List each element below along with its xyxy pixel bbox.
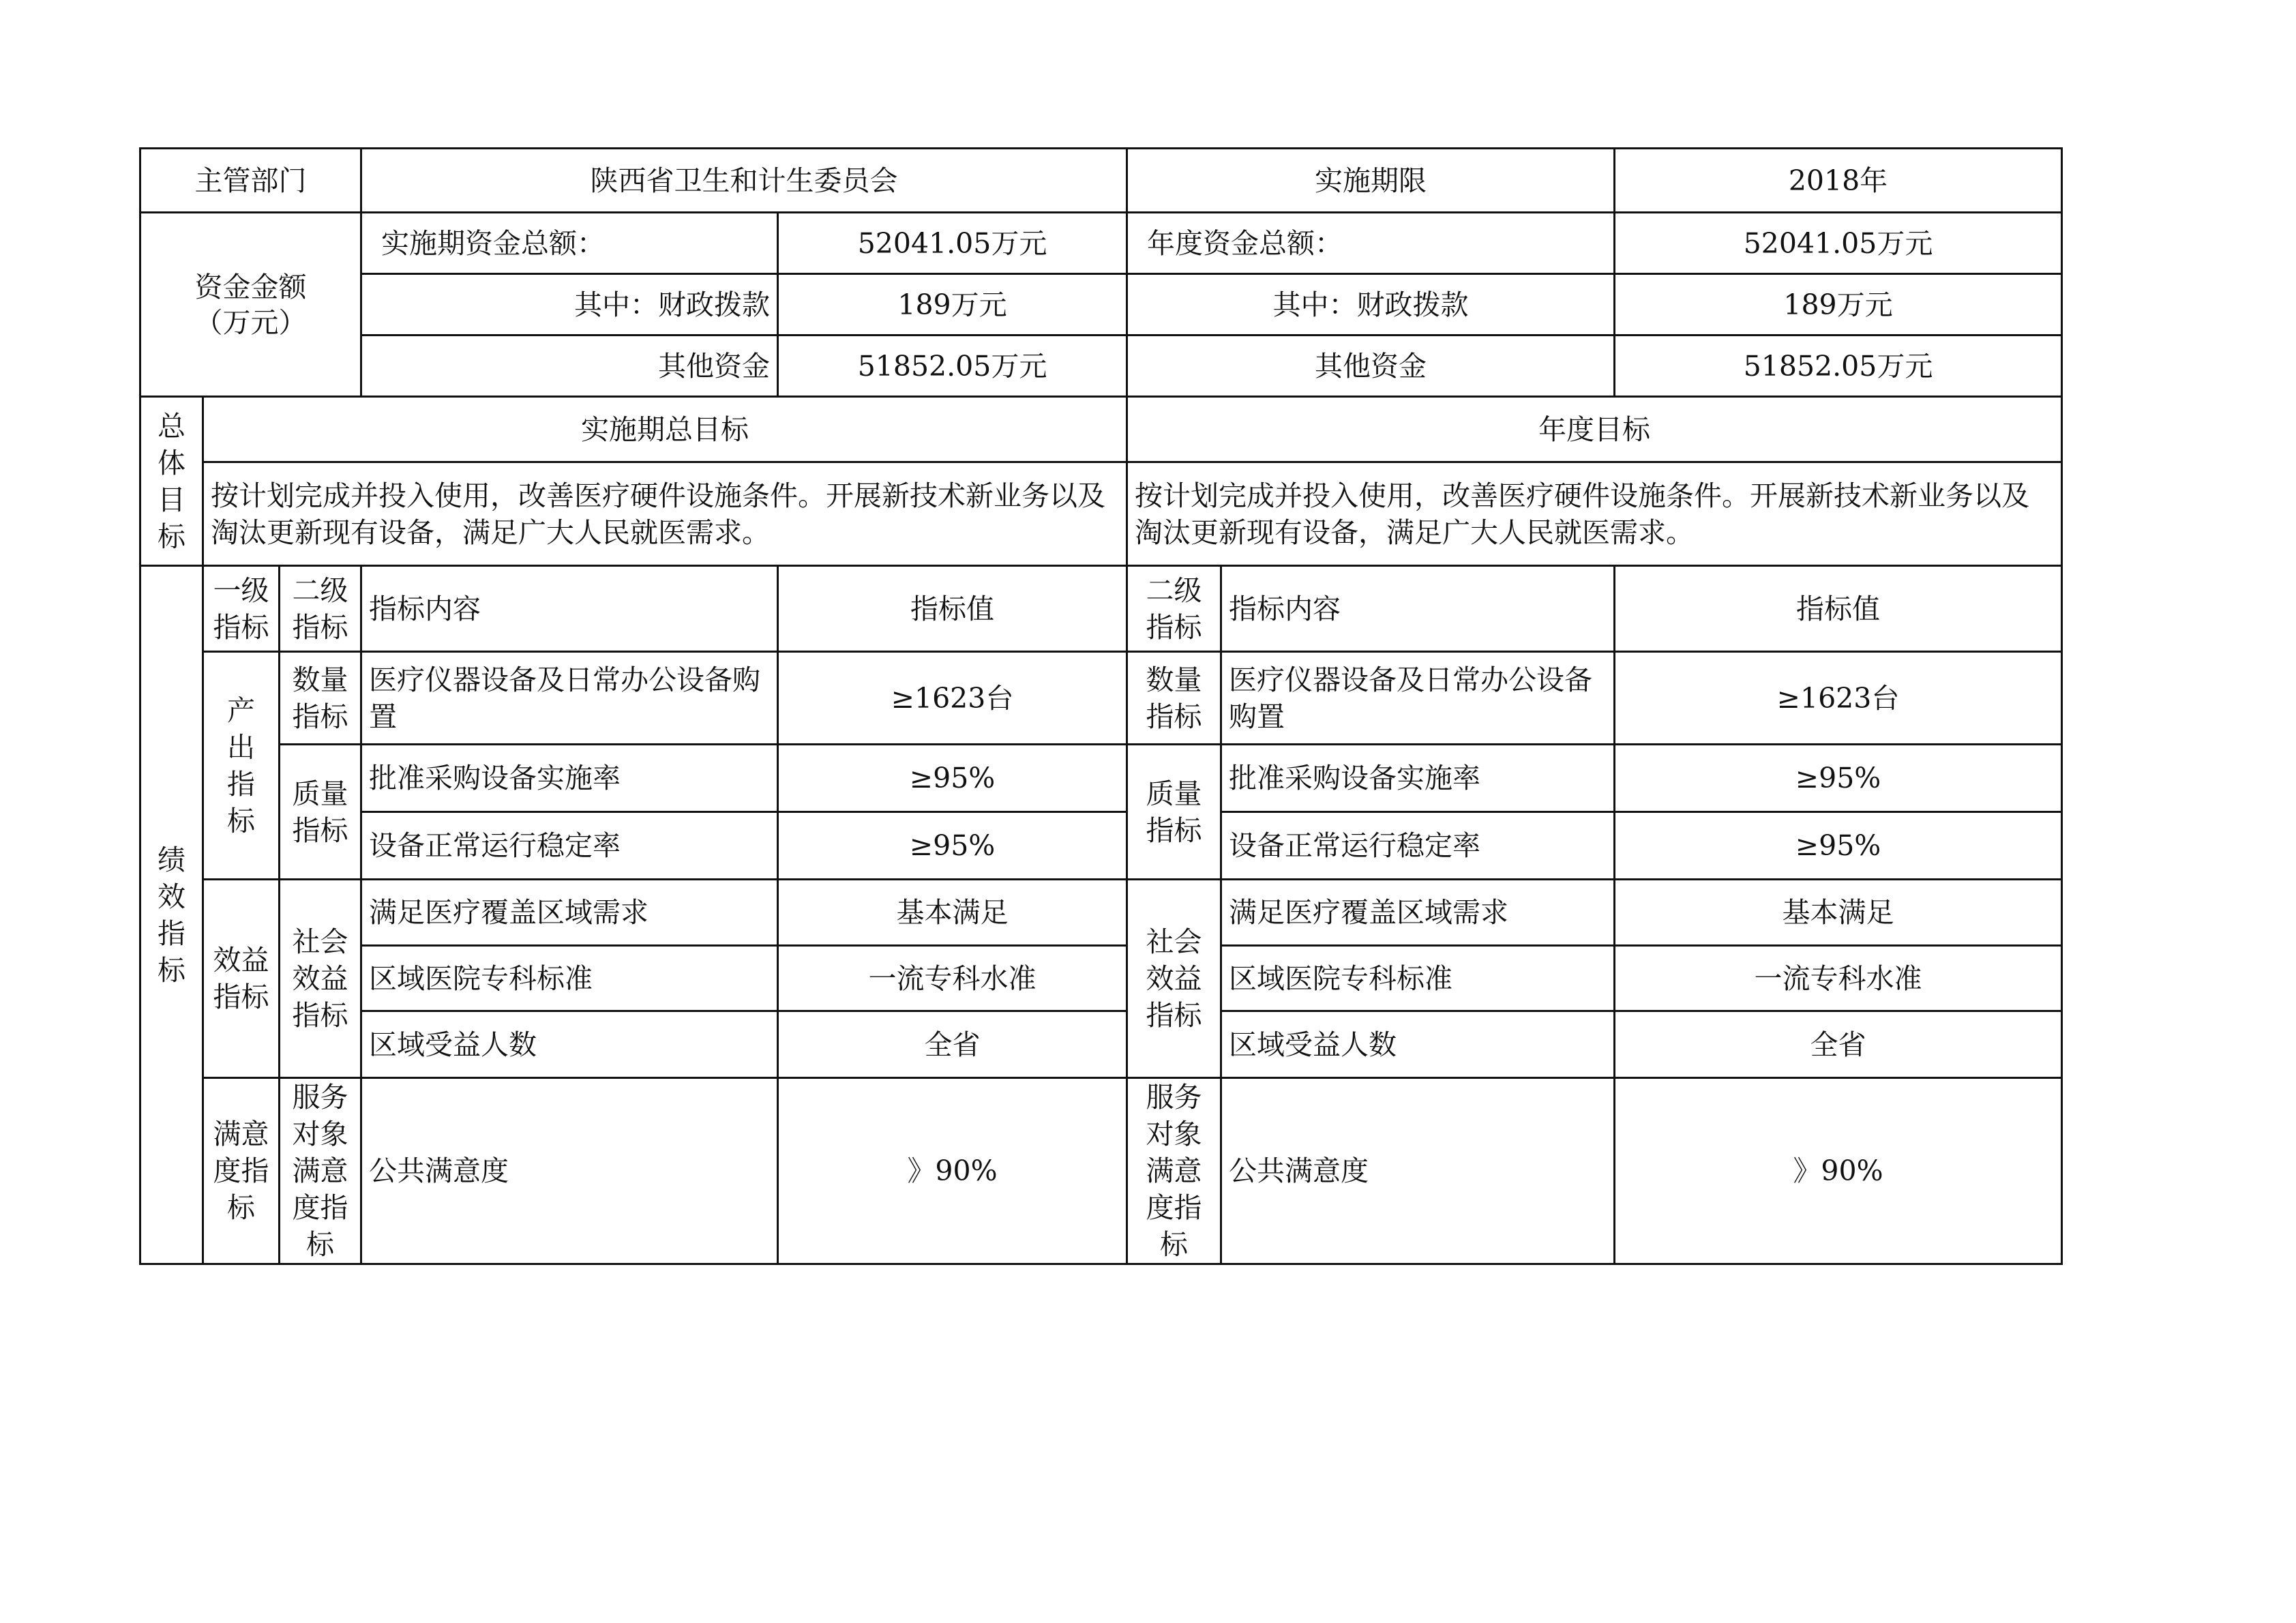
table-row	[140, 652, 2062, 745]
indicator-content-annual: 区域受益人数	[1221, 1011, 1615, 1078]
indicator-value: 》90%	[778, 1078, 1127, 1264]
indicator-value: 一流专科水准	[778, 946, 1127, 1011]
group-output: 产出指标	[203, 652, 280, 880]
indicator-content: 设备正常运行稳定率	[361, 812, 778, 880]
goals-right-text: 按计划完成并投入使用，改善医疗硬件设施条件。开展新技术新业务以及淘汰更新现有设备，满足广大人民就医需求。	[1127, 462, 2062, 566]
table-row	[140, 880, 2062, 946]
dept-label: 主管部门	[140, 149, 361, 213]
funds-row	[140, 274, 2062, 336]
subgroup-service-annual: 服务对象满意度指标	[1127, 1078, 1221, 1264]
subgroup-quality: 质量指标	[280, 745, 361, 880]
header-content: 指标内容	[361, 566, 778, 652]
funds-label-annual: 年度资金总额：	[1127, 213, 1615, 274]
indicator-value: ≥95%	[778, 812, 1127, 880]
period-value: 2018年	[1615, 149, 2062, 213]
indicator-content: 区域受益人数	[361, 1011, 778, 1078]
indicator-value-annual: 基本满足	[1615, 880, 2062, 946]
funds-label-annual: 其中：财政拨款	[1127, 274, 1615, 336]
subgroup-social: 社会效益指标	[280, 880, 361, 1078]
indicator-content-annual: 批准采购设备实施率	[1221, 745, 1615, 812]
goals-text-row	[140, 462, 2062, 566]
goals-left-text: 按计划完成并投入使用，改善医疗硬件设施条件。开展新技术新业务以及淘汰更新现有设备，满足广大人民就医需求。	[203, 462, 1127, 566]
performance-target-table	[139, 147, 2063, 1265]
goals-section-label: 总体目标	[140, 397, 203, 566]
indicator-content-annual: 设备正常运行稳定率	[1221, 812, 1615, 880]
funds-section-label: 资金金额（万元）	[140, 213, 361, 397]
subgroup-quantity: 数量指标	[280, 652, 361, 745]
funds-value: 189万元	[778, 274, 1127, 336]
funds-value-annual: 189万元	[1615, 274, 2062, 336]
indicator-content-annual: 满足医疗覆盖区域需求	[1221, 880, 1615, 946]
funds-label: 实施期资金总额：	[361, 213, 778, 274]
indicator-value-annual: ≥95%	[1615, 812, 2062, 880]
table-row	[140, 812, 2062, 880]
indicator-value-annual: 全省	[1615, 1011, 2062, 1078]
table-row	[140, 1078, 2062, 1264]
indicator-content: 满足医疗覆盖区域需求	[361, 880, 778, 946]
funds-value-annual: 52041.05万元	[1615, 213, 2062, 274]
table-row	[140, 1011, 2062, 1078]
table-row	[140, 946, 2062, 1011]
funds-value: 52041.05万元	[778, 213, 1127, 274]
group-benefit: 效益指标	[203, 880, 280, 1078]
indicator-content: 区域医院专科标准	[361, 946, 778, 1011]
indicator-value: 全省	[778, 1011, 1127, 1078]
header-level2: 二级指标	[280, 566, 361, 652]
indicator-content: 医疗仪器设备及日常办公设备购置	[361, 652, 778, 745]
funds-row	[140, 213, 2062, 274]
indicator-content: 批准采购设备实施率	[361, 745, 778, 812]
subgroup-social-annual: 社会效益指标	[1127, 880, 1221, 1078]
group-satisfaction: 满意度指标	[203, 1078, 280, 1264]
indicator-value: ≥1623台	[778, 652, 1127, 745]
funds-label-annual: 其他资金	[1127, 336, 1615, 397]
indicator-content: 公共满意度	[361, 1078, 778, 1264]
indicator-value-annual: ≥95%	[1615, 745, 2062, 812]
period-label: 实施期限	[1127, 149, 1615, 213]
header-row	[140, 149, 2062, 213]
indicator-value: ≥95%	[778, 745, 1127, 812]
funds-value: 51852.05万元	[778, 336, 1127, 397]
header-value-annual: 指标值	[1615, 566, 2062, 652]
goals-title-row	[140, 397, 2062, 462]
performance-header-row	[140, 566, 2062, 652]
indicator-content-annual: 公共满意度	[1221, 1078, 1615, 1264]
funds-label: 其他资金	[361, 336, 778, 397]
indicator-value-annual: ≥1623台	[1615, 652, 2062, 745]
dept-value: 陕西省卫生和计生委员会	[361, 149, 1127, 213]
funds-label: 其中：财政拨款	[361, 274, 778, 336]
funds-row	[140, 336, 2062, 397]
subgroup-service: 服务对象满意度指标	[280, 1078, 361, 1264]
indicator-content-annual: 区域医院专科标准	[1221, 946, 1615, 1011]
header-value: 指标值	[778, 566, 1127, 652]
header-content-annual: 指标内容	[1221, 566, 1615, 652]
indicator-value: 基本满足	[778, 880, 1127, 946]
funds-value-annual: 51852.05万元	[1615, 336, 2062, 397]
indicator-value-annual: 一流专科水准	[1615, 946, 2062, 1011]
goals-right-title: 年度目标	[1127, 397, 2062, 462]
subgroup-quality-annual: 质量指标	[1127, 745, 1221, 880]
indicator-value-annual: 》90%	[1615, 1078, 2062, 1264]
performance-section-label: 绩效指标	[140, 566, 203, 1264]
subgroup-quantity-annual: 数量指标	[1127, 652, 1221, 745]
goals-left-title: 实施期总目标	[203, 397, 1127, 462]
table-row	[140, 745, 2062, 812]
header-level1: 一级指标	[203, 566, 280, 652]
indicator-content-annual: 医疗仪器设备及日常办公设备购置	[1221, 652, 1615, 745]
header-level2-annual: 二级指标	[1127, 566, 1221, 652]
